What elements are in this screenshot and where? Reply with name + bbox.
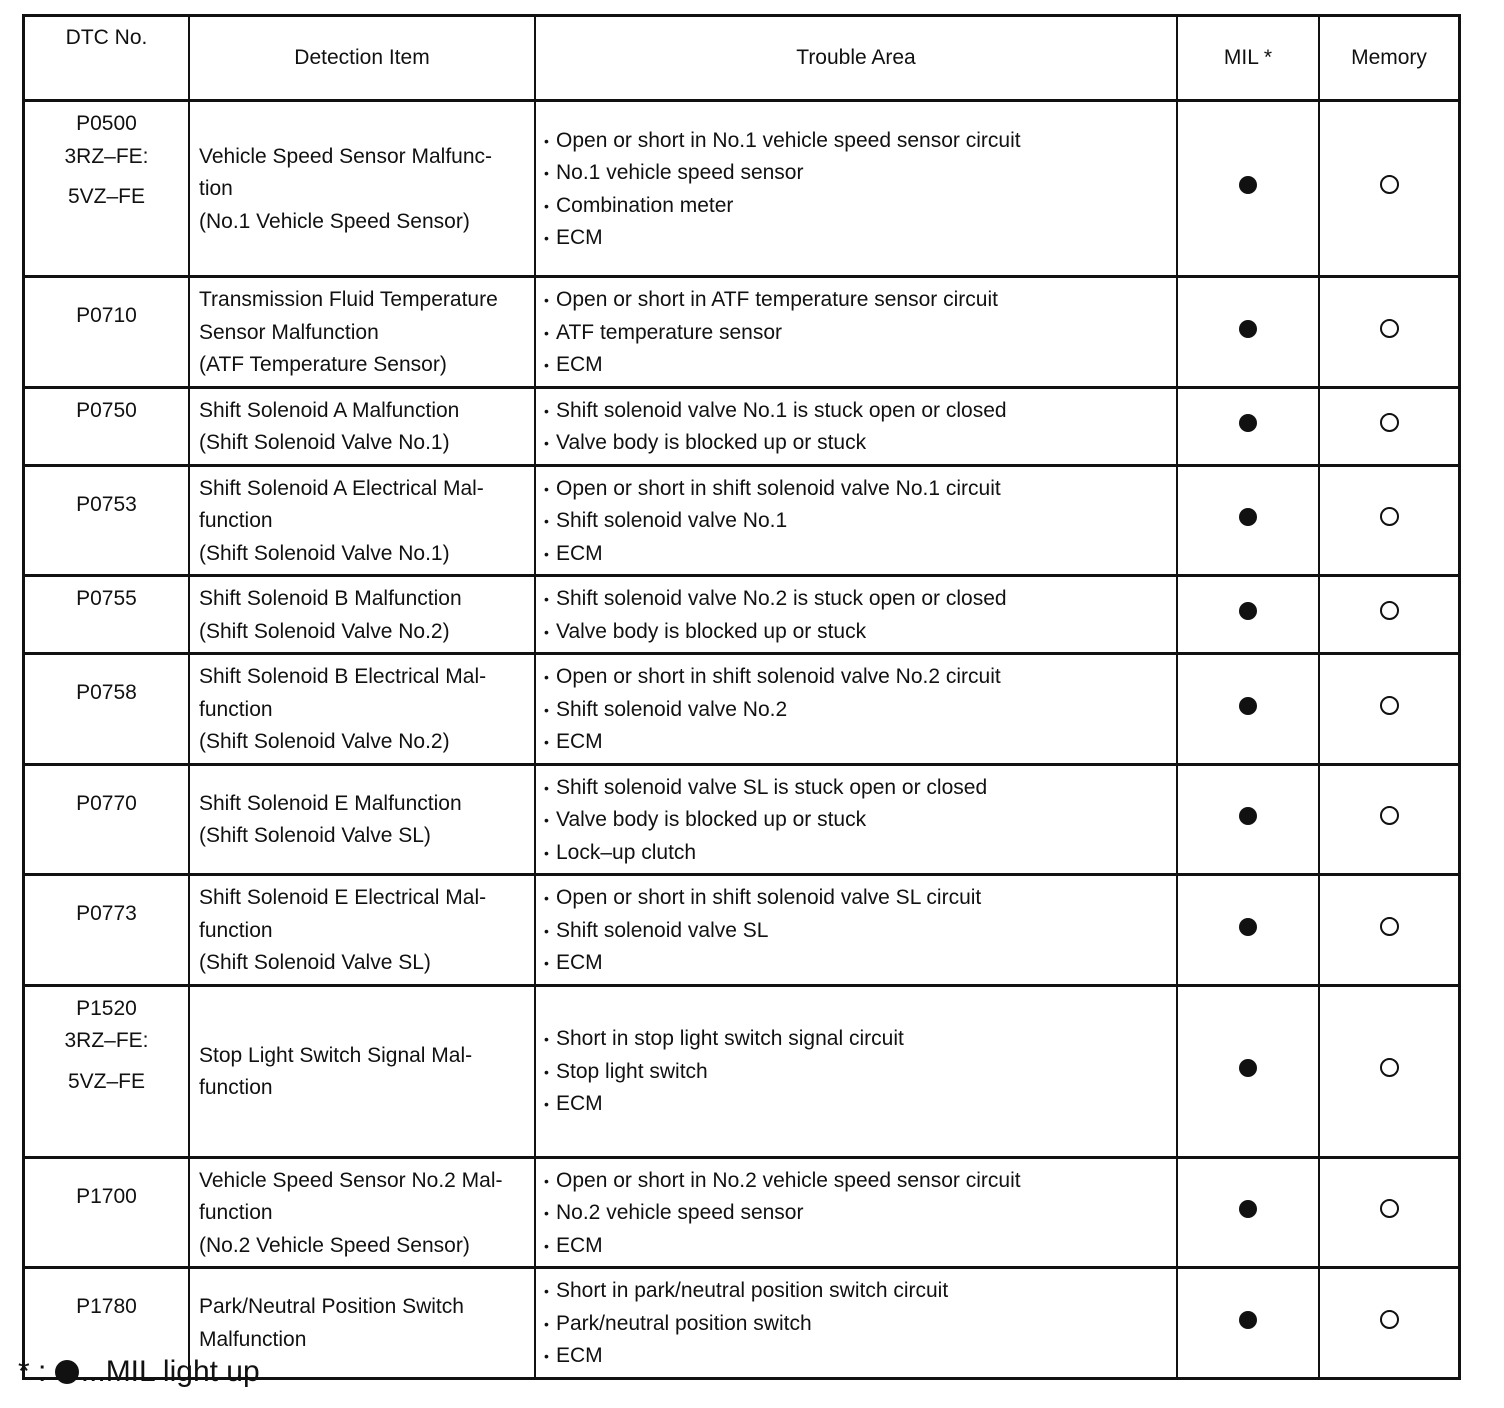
dtc-table	[22, 14, 1461, 1380]
memory-cell	[1319, 1268, 1460, 1379]
memory-cell	[1319, 387, 1460, 465]
hollow-circle-icon	[1380, 507, 1399, 526]
trouble-area-cell	[535, 1157, 1177, 1268]
table-row	[24, 387, 1460, 465]
trouble-area-list	[544, 882, 1168, 980]
dtc-code: P0710	[76, 304, 137, 327]
dtc-engine: 5VZ–FE	[67, 1069, 146, 1093]
table-row	[24, 985, 1460, 1157]
table-row	[24, 465, 1460, 576]
trouble-area-item: • Open or short in ATF temperature sensor circuit	[544, 284, 1168, 317]
detection-item-line: Sensor Malfunction	[199, 320, 379, 344]
hollow-circle-icon	[1380, 1310, 1399, 1329]
trouble-area-list	[544, 473, 1168, 571]
detection-item-line: Shift Solenoid A Electrical Mal-	[199, 476, 484, 500]
mil-cell	[1177, 654, 1319, 765]
mil-cell	[1177, 1268, 1319, 1379]
footnote-prefix: * :	[18, 1355, 55, 1388]
detection-item-cell	[189, 875, 535, 986]
hollow-circle-icon	[1380, 413, 1399, 432]
filled-circle-icon	[1239, 807, 1257, 825]
dtc-cell	[24, 277, 190, 388]
trouble-area-item: • ECM	[544, 947, 1168, 980]
mil-cell	[1177, 875, 1319, 986]
trouble-area-cell	[535, 387, 1177, 465]
detection-item-cell	[189, 764, 535, 875]
trouble-area-item: • No.2 vehicle speed sensor	[544, 1197, 1168, 1230]
detection-item-line: function	[199, 509, 273, 532]
trouble-area-item: • ECM	[544, 1230, 1168, 1263]
detection-item-line: function	[199, 697, 273, 721]
trouble-area-cell	[535, 764, 1177, 875]
trouble-area-item: • Open or short in shift solenoid valve No.2 circuit	[544, 661, 1168, 694]
detection-item-line: (Shift Solenoid Valve SL)	[199, 951, 431, 974]
trouble-area-item: • Valve body is blocked up or stuck	[544, 616, 1168, 649]
dtc-cell	[24, 654, 190, 765]
detection-item-cell	[189, 576, 535, 654]
trouble-area-item: • Park/neutral position switch	[544, 1308, 1168, 1341]
detection-item-line: Shift Solenoid A Malfunction	[199, 398, 460, 422]
dtc-cell	[24, 875, 190, 986]
mil-cell	[1177, 101, 1319, 277]
trouble-area-cell	[535, 101, 1177, 277]
dtc-code: P0755	[76, 587, 137, 610]
trouble-area-list	[544, 1275, 1168, 1373]
detection-item-line: Shift Solenoid E Malfunction	[199, 791, 462, 815]
footnote-text: ...MIL light up	[80, 1355, 260, 1388]
header-memory: Memory	[1319, 16, 1460, 101]
hollow-circle-icon	[1380, 175, 1399, 194]
trouble-area-list	[544, 125, 1168, 255]
hollow-circle-icon	[1380, 1058, 1399, 1077]
detection-item-line: (Shift Solenoid Valve No.2)	[199, 730, 450, 753]
trouble-area-item: • Valve body is blocked up or stuck	[544, 427, 1168, 460]
dtc-code: P0750	[76, 398, 137, 422]
trouble-area-item: • Open or short in shift solenoid valve No.1 circuit	[544, 473, 1168, 506]
trouble-area-item: • Lock–up clutch	[544, 837, 1168, 870]
trouble-area-item: • Open or short in No.2 vehicle speed sensor circuit	[544, 1165, 1168, 1198]
detection-item-line: Park/Neutral Position Switch	[199, 1295, 464, 1318]
filled-circle-icon	[1239, 697, 1257, 715]
dtc-code: P0770	[76, 791, 137, 815]
detection-item-cell	[189, 985, 535, 1157]
filled-circle-icon	[1239, 414, 1257, 432]
header-trouble-area: Trouble Area	[535, 16, 1177, 101]
memory-cell	[1319, 875, 1460, 986]
trouble-area-cell	[535, 576, 1177, 654]
memory-cell	[1319, 985, 1460, 1157]
detection-item-cell	[189, 101, 535, 277]
detection-item-line: Transmission Fluid Temperature	[199, 288, 498, 311]
table-row	[24, 875, 1460, 986]
header-dtc-no: DTC No.	[24, 16, 190, 101]
memory-cell	[1319, 654, 1460, 765]
trouble-area-list	[544, 1165, 1168, 1263]
trouble-area-list	[544, 1023, 1168, 1121]
trouble-area-item: • Short in stop light switch signal circuit	[544, 1023, 1168, 1056]
mil-cell	[1177, 465, 1319, 576]
detection-item-line: function	[199, 1076, 273, 1099]
dtc-cell	[24, 764, 190, 875]
mil-cell	[1177, 985, 1319, 1157]
dtc-code: P0773	[76, 902, 137, 925]
filled-circle-icon	[1239, 1200, 1257, 1218]
dtc-code: P1700	[76, 1184, 137, 1208]
memory-cell	[1319, 101, 1460, 277]
trouble-area-item: • Open or short in shift solenoid valve SL circuit	[544, 882, 1168, 915]
filled-circle-icon	[1239, 1311, 1257, 1329]
dtc-engine: 3RZ–FE:	[64, 144, 149, 168]
detection-item-line: Shift Solenoid B Electrical Mal-	[199, 665, 487, 688]
trouble-area-item: • Open or short in No.1 vehicle speed sensor circuit	[544, 125, 1168, 158]
trouble-area-list	[544, 772, 1168, 870]
header-mil: MIL *	[1177, 16, 1319, 101]
hollow-circle-icon	[1380, 806, 1399, 825]
detection-item-cell	[189, 654, 535, 765]
detection-item-line: (No.2 Vehicle Speed Sensor)	[199, 1233, 470, 1257]
table-row	[24, 654, 1460, 765]
trouble-area-item: • Shift solenoid valve No.2	[544, 694, 1168, 727]
filled-circle-icon	[55, 1360, 79, 1384]
trouble-area-item: • ECM	[544, 349, 1168, 382]
mil-cell	[1177, 1157, 1319, 1268]
hollow-circle-icon	[1380, 319, 1399, 338]
detection-item-line: tion	[199, 177, 233, 201]
detection-item-line: (Shift Solenoid Valve No.1)	[199, 431, 450, 454]
mil-cell	[1177, 387, 1319, 465]
detection-item-line: function	[199, 918, 273, 942]
memory-cell	[1319, 576, 1460, 654]
trouble-area-item: • Shift solenoid valve No.1 is stuck open or closed	[544, 395, 1168, 428]
table-row	[24, 101, 1460, 277]
trouble-area-item: • Valve body is blocked up or stuck	[544, 804, 1168, 837]
table-row	[24, 764, 1460, 875]
trouble-area-item: • Stop light switch	[544, 1056, 1168, 1089]
table-row	[24, 277, 1460, 388]
detection-item-cell	[189, 387, 535, 465]
trouble-area-list	[544, 661, 1168, 759]
dtc-cell	[24, 1157, 190, 1268]
memory-cell	[1319, 1157, 1460, 1268]
detection-item-line: (Shift Solenoid Valve SL)	[199, 824, 431, 847]
memory-cell	[1319, 277, 1460, 388]
trouble-area-cell	[535, 465, 1177, 576]
trouble-area-item: • Shift solenoid valve SL	[544, 915, 1168, 948]
filled-circle-icon	[1239, 602, 1257, 620]
table-row	[24, 576, 1460, 654]
filled-circle-icon	[1239, 918, 1257, 936]
detection-item-line: Vehicle Speed Sensor Malfunc-	[199, 144, 493, 168]
detection-item-line: Stop Light Switch Signal Mal-	[199, 1043, 473, 1067]
detection-item-line: (No.1 Vehicle Speed Sensor)	[199, 209, 470, 233]
detection-item-line: Malfunction	[199, 1327, 307, 1351]
trouble-area-item: • Combination meter	[544, 190, 1168, 223]
mil-cell	[1177, 764, 1319, 875]
trouble-area-item: • ECM	[544, 222, 1168, 255]
dtc-code: P0758	[76, 681, 137, 704]
hollow-circle-icon	[1380, 601, 1399, 620]
header-detection-item: Detection Item	[189, 16, 535, 101]
trouble-area-item: • Short in park/neutral position switch circuit	[544, 1275, 1168, 1308]
table-row	[24, 1157, 1460, 1268]
hollow-circle-icon	[1380, 696, 1399, 715]
trouble-area-item: • ATF temperature sensor	[544, 317, 1168, 350]
detection-item-cell	[189, 465, 535, 576]
detection-item-line: (Shift Solenoid Valve No.2)	[199, 619, 450, 643]
detection-item-cell	[189, 1157, 535, 1268]
detection-item-line: Shift Solenoid E Electrical Mal-	[199, 886, 487, 909]
dtc-cell	[24, 985, 190, 1157]
trouble-area-cell	[535, 1268, 1177, 1379]
table-header-row	[24, 16, 1460, 101]
dtc-engine: 5VZ–FE	[67, 185, 146, 208]
trouble-area-item: • ECM	[544, 1340, 1168, 1373]
trouble-area-cell	[535, 985, 1177, 1157]
mil-cell	[1177, 576, 1319, 654]
trouble-area-cell	[535, 654, 1177, 765]
trouble-area-item: • Shift solenoid valve SL is stuck open or closed	[544, 772, 1168, 805]
detection-item-cell	[189, 277, 535, 388]
dtc-engine: 3RZ–FE:	[64, 1029, 149, 1052]
dtc-cell	[24, 101, 190, 277]
trouble-area-item: • ECM	[544, 1088, 1168, 1121]
dtc-cell	[24, 576, 190, 654]
trouble-area-list	[544, 395, 1168, 460]
trouble-area-cell	[535, 277, 1177, 388]
trouble-area-item: • ECM	[544, 726, 1168, 759]
trouble-area-item: • Shift solenoid valve No.2 is stuck open or closed	[544, 583, 1168, 616]
trouble-area-item: • No.1 vehicle speed sensor	[544, 157, 1168, 190]
dtc-cell	[24, 387, 190, 465]
mil-cell	[1177, 277, 1319, 388]
dtc-code: P0753	[76, 492, 137, 516]
detection-item-line: Vehicle Speed Sensor No.2 Mal-	[199, 1168, 503, 1192]
dtc-cell	[24, 465, 190, 576]
filled-circle-icon	[1239, 1059, 1257, 1077]
filled-circle-icon	[1239, 176, 1257, 194]
trouble-area-cell	[535, 875, 1177, 986]
dtc-code: P0500	[76, 112, 137, 135]
detection-item-line: function	[199, 1201, 273, 1224]
trouble-area-item: • Shift solenoid valve No.1	[544, 505, 1168, 538]
hollow-circle-icon	[1380, 1199, 1399, 1218]
detection-item-line: (ATF Temperature Sensor)	[199, 353, 447, 376]
memory-cell	[1319, 465, 1460, 576]
filled-circle-icon	[1239, 508, 1257, 526]
hollow-circle-icon	[1380, 917, 1399, 936]
dtc-code: P1780	[76, 1295, 137, 1318]
trouble-area-list	[544, 583, 1168, 648]
memory-cell	[1319, 764, 1460, 875]
detection-item-line: (Shift Solenoid Valve No.1)	[199, 541, 450, 565]
footnote	[18, 1352, 260, 1392]
detection-item-line: Shift Solenoid B Malfunction	[199, 587, 462, 610]
trouble-area-item: • ECM	[544, 538, 1168, 571]
filled-circle-icon	[1239, 320, 1257, 338]
trouble-area-list	[544, 284, 1168, 382]
dtc-code: P1520	[76, 996, 137, 1020]
